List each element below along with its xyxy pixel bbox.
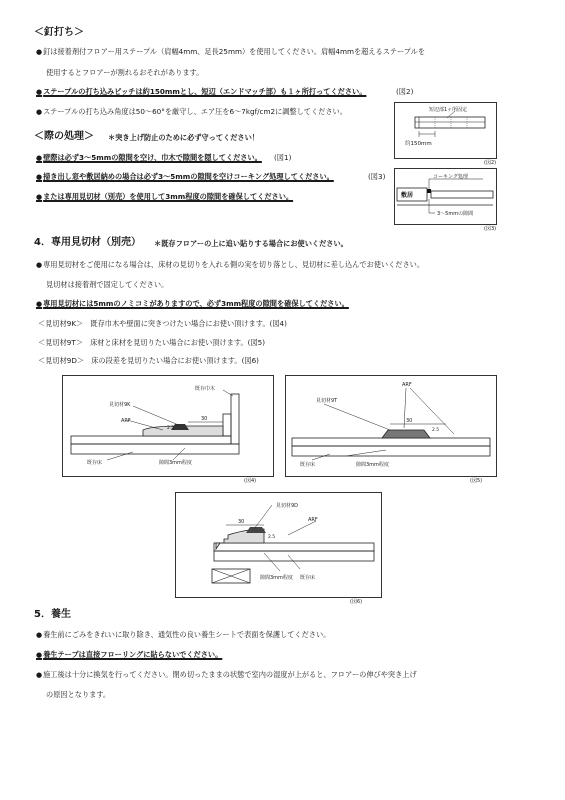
figure-5-label-trim: 見切材9T — [316, 398, 338, 404]
figure-4-dim: 2.5 — [167, 426, 175, 431]
figure-6-label-floor: 既存床 — [300, 575, 316, 581]
figure-4-caption: (図4) — [244, 478, 257, 484]
figure-5-dim: 2.5 — [432, 428, 440, 433]
curing-line-3: ● 施工後は十分に換気を行ってください。閉め切ったままの状態で室内の湿度が上がると、フロアーの伸びや突き上げ — [36, 670, 417, 680]
figure-6-label-trim: 見切材9D — [276, 503, 299, 509]
trim-9t: ＜見切材9T＞ 床材と床材を見切りたい場合にお使い頂けます。(図5) — [38, 338, 266, 347]
figure-4-label-arf: ARF — [121, 418, 131, 424]
figure-2-dim: 約150mm — [405, 141, 432, 147]
figure-4-label-baseboard: 既存巾木 — [195, 386, 216, 392]
figure-5-dim-30: 30 — [406, 418, 413, 424]
edge-line-2-text: 掃き出し窓や敷居納めの場合は必ず3～5mmの隙間を空けコーキング処理してください。 — [43, 172, 334, 181]
nailing-line-2 — [36, 87, 366, 97]
figure-5-label-arf: ARF — [402, 382, 412, 388]
edge-heading: ＜際の処理＞ — [34, 131, 94, 142]
trim-line-2-text: 専用見切材には5mmのノミコミがありますので、必ず3mm程度の隙間を確保してください。 — [43, 299, 349, 308]
edge-line-3-text: または専用見切材（別売）を使用して3mm程度の隙間を確保してください。 — [43, 192, 294, 201]
curing-line-1: ● 養生前にごみをきれいに取り除き、通気性の良い養生シートで表面を保護してください。 — [36, 630, 330, 640]
figure-2-label: 短辺部1ヶ所固定 — [429, 107, 468, 113]
edge-line-1 — [36, 153, 262, 163]
trim-heading: 4．専用見切材（別売） — [34, 237, 141, 248]
trim-line-2 — [36, 299, 349, 309]
edge-line-1-ref: (図1) — [274, 153, 292, 162]
nailing-line-2-ref: (図2) — [396, 87, 414, 96]
nailing-line-2-text: ステープルの打ち込みピッチは約150mmとし、短辺（エンドマッチ部）も１ヶ所打ってください。 — [43, 87, 367, 96]
figure-5-caption: (図5) — [470, 478, 483, 484]
figure-6-caption: (図6) — [350, 599, 363, 605]
figure-6-dim: 2.5 — [268, 535, 276, 540]
figure-3-label-sill: 敷居 — [401, 192, 414, 199]
figure-3-caption: (図3) — [484, 226, 497, 232]
nailing-line-1b: 使用するとフロアーが割れるおそれがあります。 — [46, 68, 204, 77]
trim-note: ＊既存フロアーの上に追い貼りする場合にお使いください。 — [154, 239, 348, 248]
edge-line-1-text: 壁際は必ず3～5mmの隙間を空け、巾木で隙間を隠してください。 — [43, 153, 262, 162]
figure-4-label-trim: 見切材9K — [109, 402, 131, 408]
edge-line-2 — [36, 172, 334, 182]
curing-line-3b: の原因となります。 — [46, 690, 111, 699]
figure-3-label-caulk: コーキング処理 — [433, 174, 468, 180]
figure-6-label-gap: 隙間3mm程度 — [260, 575, 293, 581]
curing-line-2 — [36, 650, 222, 660]
figure-6 — [175, 492, 382, 598]
trim-line-1: ● 専用見切材をご使用になる場合は、床材の見切りを入れる側の実を切り落とし、見切材に差し込んでお使いください。 — [36, 260, 424, 270]
figure-5-label-gap: 隙間3mm程度 — [356, 462, 389, 468]
curing-line-2-text: 養生テープは直接フローリングに貼らないでください。 — [43, 650, 223, 659]
nailing-line-3: ● ステープルの打ち込み角度は50～60°を厳守し、エア圧を6～7kgf/cm2に調整してください。 — [36, 107, 347, 117]
figure-4-label-gap: 隙間3mm程度 — [159, 460, 192, 466]
figure-6-dim-30: 30 — [238, 519, 245, 525]
nailing-line-1: ● 釘は接着剤付フロアー用ステープル（肩幅4mm、足長25mm）を使用してください。肩幅4mmを超えるステープルを — [36, 47, 425, 57]
nailing-heading: ＜釘打ち＞ — [34, 27, 84, 38]
figure-5-label-floor: 既存床 — [300, 462, 316, 468]
edge-note: ＊突き上げ防止のために必ず守ってください！ — [108, 133, 259, 142]
figure-3-label-gap: 3～5mmの隙間 — [437, 211, 474, 217]
curing-heading: 5．養生 — [34, 609, 71, 620]
figure-3 — [394, 168, 497, 225]
edge-line-3 — [36, 192, 293, 202]
figure-5 — [285, 375, 497, 477]
trim-9k: ＜見切材9K＞ 既存巾木や壁面に突きつけたい場合にお使い頂けます。(図4) — [38, 319, 287, 328]
figure-5-drawing — [286, 376, 496, 476]
figure-4 — [62, 375, 274, 477]
trim-9d: ＜見切材9D＞ 床の段差を見切りたい場合にお使い頂けます。(図6) — [38, 356, 259, 365]
figure-2 — [394, 102, 497, 159]
figure-4-dim-30: 30 — [201, 416, 208, 422]
figure-2-caption: (図2) — [484, 160, 497, 166]
trim-line-1b: 見切材は接着剤で固定してください。 — [46, 280, 169, 289]
edge-line-2-ref: (図3) — [368, 172, 386, 181]
figure-4-label-floor: 既存床 — [87, 460, 103, 466]
figure-6-label-arf: ARF — [308, 517, 318, 523]
